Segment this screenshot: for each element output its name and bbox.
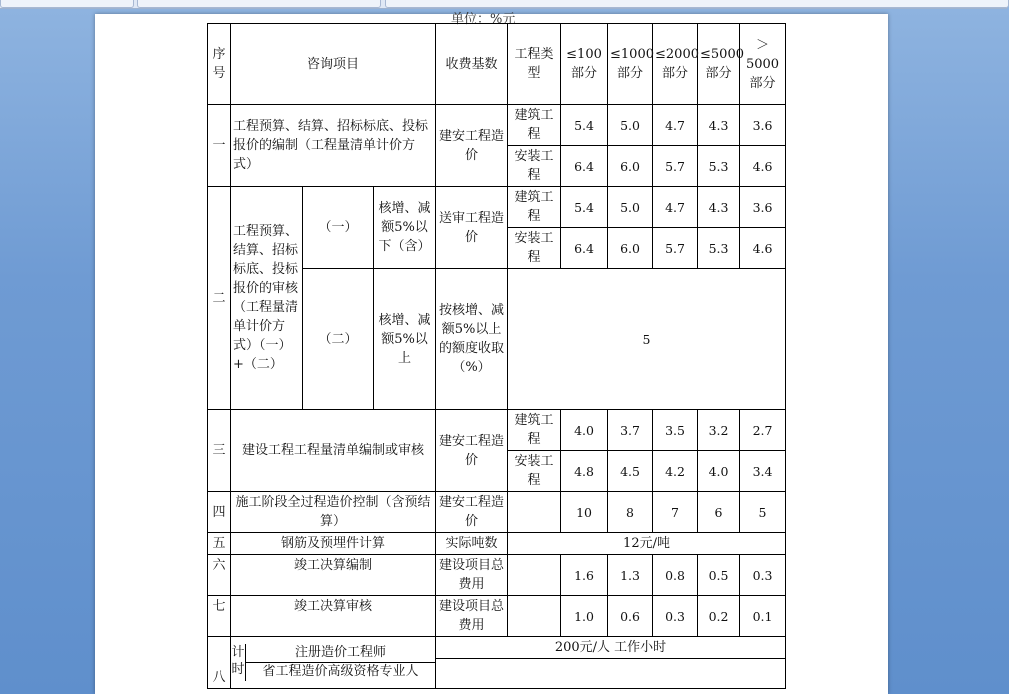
row1-v2-c5: 4.6 [740,146,786,187]
row3-v1-c5: 2.7 [740,410,786,451]
table-row [208,637,786,659]
row1-v2-c2: 6.0 [608,146,653,187]
table-header-row [208,24,786,105]
row6-c3: 0.8 [653,555,698,596]
header-c1: ≤100部分 [561,24,608,105]
row7-c3: 0.3 [653,596,698,637]
header-c3: ≤2000部分 [653,24,698,105]
row7-c4: 0.2 [698,596,740,637]
row3-type-1: 建筑工程 [508,410,561,451]
row7-item: 竣工决算审核 [231,596,436,637]
row1-v2-c1: 6.4 [561,146,608,187]
row1-v1-c1: 5.4 [561,105,608,146]
header-item: 咨询项目 [231,24,436,105]
unit-caption: 单位：%元 [451,12,516,27]
row3-v1-c1: 4.0 [561,410,608,451]
table-row [208,533,786,555]
row4-c3: 7 [653,492,698,533]
row2-seq: 二 [208,187,231,410]
row8-group: 计时 [231,644,246,681]
row1-v1-c4: 4.3 [698,105,740,146]
row3-v2-c3: 4.2 [653,451,698,492]
header-type: 工程类型 [508,24,561,105]
row7-c1: 1.0 [561,596,608,637]
row3-v2-c4: 4.0 [698,451,740,492]
row8-item2: 省工程造价高级资格专业人 [262,664,419,679]
row6-type [508,555,561,596]
row2-v1-c2: 5.0 [608,187,653,228]
row4-seq: 四 [208,492,231,533]
row2-sub1: （一） [303,187,374,269]
row1-type-1: 建筑工程 [508,105,561,146]
row2-v2-c5: 4.6 [740,228,786,269]
row1-v1-c3: 4.7 [653,105,698,146]
header-seq: 序号 [208,24,231,105]
row2-type-2: 安装工程 [508,228,561,269]
fee-table [207,23,786,689]
header-c5: ＞5000部分 [740,24,786,105]
header-basis: 收费基数 [436,24,508,105]
row3-item: 建设工程工程量清单编制或审核 [231,410,436,492]
row3-type-2: 安装工程 [508,451,561,492]
toolbar-button-middle[interactable] [137,0,381,8]
row1-v2-c3: 5.7 [653,146,698,187]
header-c4: ≤5000部分 [698,24,740,105]
row3-v2-c2: 4.5 [608,451,653,492]
row1-type-2: 安装工程 [508,146,561,187]
table-row [208,105,786,146]
row2-v2-c3: 5.7 [653,228,698,269]
row2-item: 工程预算、结算、招标标底、投标报价的审核（工程量清单计价方式）（一）+（二） [231,187,303,410]
row2-cond1: 核增、减额5%以下（含） [374,187,436,269]
row3-v1-c2: 3.7 [608,410,653,451]
row4-c2: 8 [608,492,653,533]
row2-basis1: 送审工程造价 [436,187,508,269]
row6-c2: 1.3 [608,555,653,596]
row2-v1-c5: 3.6 [740,187,786,228]
row8-value2 [436,659,786,689]
row2-type-1: 建筑工程 [508,187,561,228]
row3-v2-c5: 3.4 [740,451,786,492]
header-c2: ≤1000部分 [608,24,653,105]
row7-c2: 0.6 [608,596,653,637]
row8-value1: 200元/人 工作小时 [436,637,786,659]
row6-c1: 1.6 [561,555,608,596]
row2-v1-c4: 4.3 [698,187,740,228]
row4-c1: 10 [561,492,608,533]
row3-basis: 建安工程造价 [436,410,508,492]
row7-seq: 七 [208,596,231,637]
row2-v2-c4: 5.3 [698,228,740,269]
row6-item: 竣工决算编制 [231,555,436,596]
table-row [208,596,786,637]
row4-basis: 建安工程造价 [436,492,508,533]
row7-basis: 建设项目总费用 [436,596,508,637]
row1-v2-c4: 5.3 [698,146,740,187]
row1-v1-c5: 3.6 [740,105,786,146]
row1-v1-c2: 5.0 [608,105,653,146]
document-page [95,14,888,694]
row2-cond2: 核增、减额5%以上 [374,269,436,410]
row3-seq: 三 [208,410,231,492]
row8-item1: 注册造价工程师 [246,644,435,663]
toolbar-button-right[interactable] [385,0,1009,8]
row4-c4: 6 [698,492,740,533]
row6-c5: 0.3 [740,555,786,596]
row1-seq: 一 [208,105,231,187]
row8-seq: 八 [208,637,231,689]
table-row [208,410,786,451]
row2-v2-c1: 6.4 [561,228,608,269]
table-row [208,555,786,596]
row5-basis: 实际吨数 [436,533,508,555]
row5-seq: 五 [208,533,231,555]
table-row [208,492,786,533]
row2-v1-c1: 5.4 [561,187,608,228]
toolbar-button-left[interactable] [0,0,134,8]
row3-v2-c1: 4.8 [561,451,608,492]
row2-basis2: 按核增、减额5%以上的额度收取（%） [436,269,508,410]
row4-item: 施工阶段全过程造价控制（含预结算） [231,492,436,533]
row8-item-group [231,637,436,689]
row4-c5: 5 [740,492,786,533]
row6-basis: 建设项目总费用 [436,555,508,596]
row2-value2: 5 [508,269,786,410]
row2-v1-c3: 4.7 [653,187,698,228]
row7-c5: 0.1 [740,596,786,637]
row3-v1-c4: 3.2 [698,410,740,451]
row1-item: 工程预算、结算、招标标底、投标报价的编制（工程量清单计价方式） [231,105,436,187]
row6-seq: 六 [208,555,231,596]
row3-v1-c3: 3.5 [653,410,698,451]
row5-value: 12元/吨 [508,533,786,555]
row5-item: 钢筋及预埋件计算 [231,533,436,555]
row1-basis: 建安工程造价 [436,105,508,187]
table-row [208,187,786,228]
row2-v2-c2: 6.0 [608,228,653,269]
row2-sub2: （二） [303,269,374,410]
row4-type [508,492,561,533]
row7-type [508,596,561,637]
row6-c4: 0.5 [698,555,740,596]
